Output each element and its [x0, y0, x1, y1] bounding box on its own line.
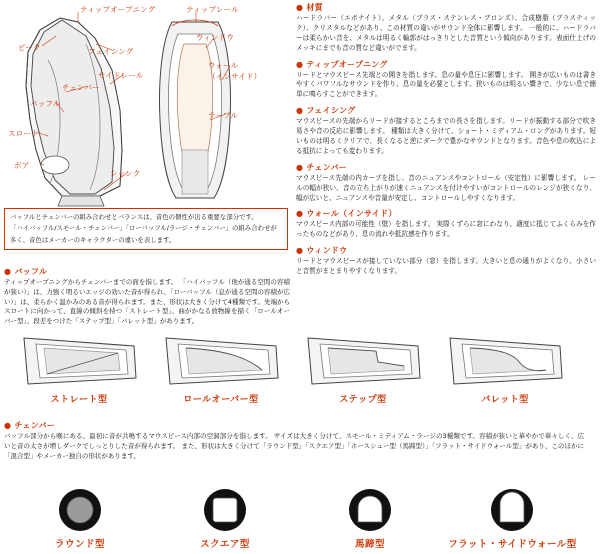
diagram-label: ティップオープニング	[80, 5, 156, 14]
section-heading: ● フェイシング	[296, 106, 356, 116]
shape-caption: 馬蹄型	[354, 539, 385, 550]
section-wall	[296, 208, 596, 240]
section-body: マウスピースの先端からリードが接するところまでの長さを指します。リードが振動する部分で吹き易さや音の反応に影響します。 種類は大きく分けて、ショート・ミディアム・ロングがあります。短いものは明るくクリアで、長くなると逆にダークで豊かなサウンドとなります。音色や息の吹込による抵抗によっても変わります。	[296, 117, 596, 155]
section-heading: ● ティップオープニング	[296, 59, 388, 69]
diagram-label: ティップレール	[186, 5, 239, 14]
section-chamber	[296, 162, 596, 204]
section-window	[296, 245, 596, 277]
section-body: マウスピース内部の可能性（壁）を指します。 実際くずらに窓にわなり、適度に抵じてふくらみを作ったものなどがあり、息の流れや抵抗感を作ります。	[296, 220, 596, 239]
chamber-shape-square	[155, 488, 295, 550]
section-heading: ● 材質	[296, 3, 323, 12]
figure-caption: ストレート型	[50, 395, 108, 405]
shape-caption: スクエア型	[200, 539, 250, 550]
diagram-label: サイドレール	[98, 71, 144, 80]
section-baffle	[4, 266, 290, 327]
diagram-label: バッフル	[30, 99, 61, 108]
baffle-note-line: バッフルとチェンバーの組み合わせとバランスは、音色の個性が出る重要な部分です。	[10, 213, 258, 221]
baffle-figure-step	[298, 332, 428, 405]
diagram-label: ウィンドウ	[196, 33, 235, 42]
baffle-note-line: 多く、音色はメーカーのキャラクターの違いを表します。	[10, 235, 176, 244]
baffle-rollover-svg	[156, 332, 286, 388]
section-heading: ● ウォール（インサイド）	[296, 209, 397, 219]
baffle-note-box	[4, 208, 288, 250]
section-body: ティップオープニングからチェンバーまでの面を指します。 「ハイバッフル（他が通る空間の容積が狭い）」は、力強く明るいエッジの効いた音が得られ、「ローバッフル（息が通る空間の容積が広い）」は、柔らかく温かみのある音が得られます。また、形状は大きく分けて4種類です。先端からスロートに向かって、直線の傾斜を持つ「ストレート型」、曲がかなる放物線を描く「ロールオーバー型」、段差をつけた「ステップ型」「バレット型」があります。	[4, 278, 290, 325]
section-body: ハードラバー（エボナイト）、メタル（ブラス・ステンレス・ブロンズ）、合成樹脂（プラスティック）、クリスタルなどがあり、この材質の違いがサウンド全体に影響します。 一般的に、ハードラバーは柔らかい音を、メタルは明るく輪郭がはっきりとした音質という傾向があります。表面仕上げのメッキにまでも音の質など違いがでます。	[296, 14, 596, 52]
baffle-note-line: 「ハイバッフル/スモール・チェンバー」「ローバッフル/ラージ・チェンバー」の組み合わせが	[10, 224, 277, 233]
chamber-shape-flat-sidewall	[430, 488, 595, 550]
shape-caption: フラット・サイドウォール型	[448, 539, 577, 550]
figure-caption: ステップ型	[339, 395, 387, 405]
baffle-figure-row	[0, 332, 600, 404]
section-tip-opening	[296, 59, 596, 101]
figure-caption: ロールオーバー型	[183, 395, 259, 405]
section-heading: ● バッフル	[4, 267, 48, 276]
chamber-square-svg	[155, 488, 295, 534]
chamber-shape-row	[0, 488, 600, 554]
section-body: リードとマウスピース先端との開きを指します。息の量や息圧に影響します。 開きが広いものは書きやすくパワフルなサウンドを作り、息の量を必要とします。狭いものは明るい響きで、少ない息で簡単に鳴らすことができます。	[296, 70, 596, 99]
chamber-horseshoe-svg	[300, 488, 440, 534]
right-text-column	[296, 2, 596, 282]
chamber-shape-round	[10, 488, 150, 550]
section-body: バッフル部分から喉にある、最初に音が共鳴するマウスピース内部の空洞部分を指します。 サイズは大きく分けて、スモール・ミディアム・ラージの3種類です。容積が狭いと華やかで華々しく、広いと音の太さが増しダークでしっとりした音が得られます。 また、形状は大きく分けて「ラウンド型」「スクエア型」「ホースシュー型（馬蹄型）」「フラット・サイドウォール型」があり、このほかに「混合型」やメーカー独自の形状があります。	[4, 432, 584, 460]
diagram-label: スロート	[8, 129, 39, 138]
chamber-flat-svg	[430, 488, 595, 534]
section-facing	[296, 105, 596, 157]
section-body: マウスピース先端の内カーブを指し、音のニュアンスやコントロール（安定性）に影響します。 レールの幅が狭い、音の立ち上がりが速くニュアンスを付けやすいがコントロールのレンジが狭くなり、幅が広いと、ニュアンスや音量が安定し、コントロールしやすくなります。	[296, 173, 596, 202]
baffle-figure-bullet	[440, 332, 570, 405]
section-heading: ● ウィンドウ	[296, 246, 348, 256]
baffle-straight-svg	[14, 332, 144, 388]
mouthpiece-diagram	[0, 0, 290, 210]
baffle-figure-straight	[14, 332, 144, 405]
chamber-round-svg	[10, 488, 150, 534]
diagram-label: ウォール （インサイド）	[208, 61, 262, 81]
diagram-label: ピーク	[18, 43, 41, 52]
baffle-figure-rollover	[156, 332, 286, 405]
section-material	[296, 2, 596, 54]
section-body: リードとマウスピースが接していない部分（窓）を指します。大きいと息の通りがよくなり、小さいと音質がまとまりやすくなります。	[296, 257, 596, 276]
diagram-label: チェンバー	[62, 83, 100, 92]
diagram-label: フェイシング	[88, 47, 134, 56]
baffle-step-svg	[298, 332, 428, 388]
chamber-shape-horseshoe	[300, 488, 440, 550]
diagram-label: ボア	[14, 161, 30, 170]
figure-caption: バレット型	[481, 395, 529, 405]
shape-caption: ラウンド型	[54, 539, 105, 550]
baffle-bullet-svg	[440, 332, 570, 388]
section-heading: ● チェンバー	[296, 162, 348, 172]
section-chamber-detail	[4, 420, 584, 461]
section-heading: ● チェンバー	[4, 421, 56, 430]
diagram-label: シャンク	[110, 169, 141, 178]
diagram-label: テーブル	[208, 111, 239, 120]
